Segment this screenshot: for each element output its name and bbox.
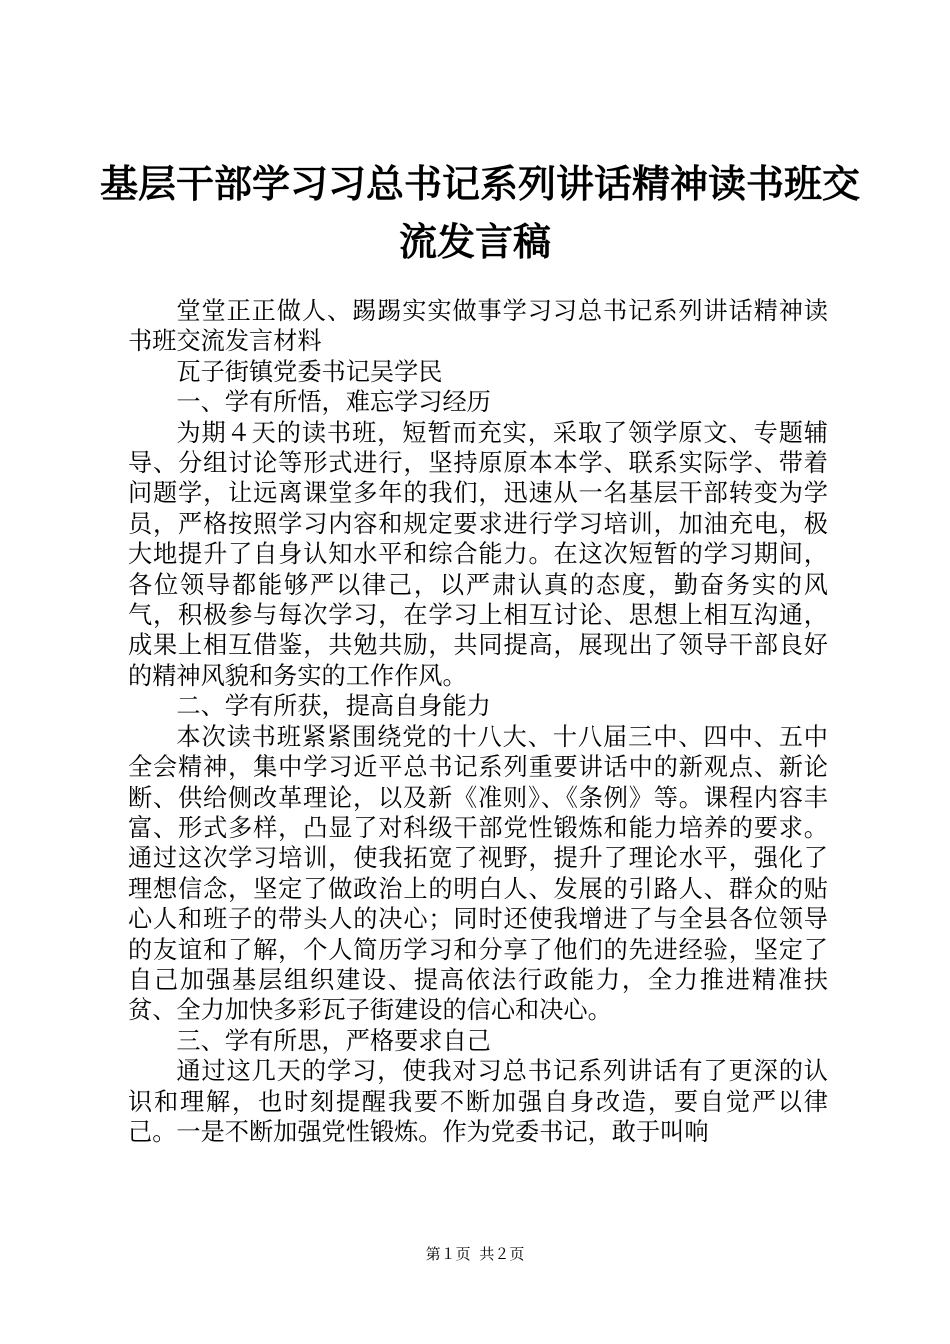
document-title-line-2: 流发言稿 <box>398 219 551 264</box>
section-heading-2: 二、学有所获，提高自身能力 <box>176 692 491 721</box>
page-footer <box>0 1244 950 1264</box>
paragraph-section-2: 本次读书班紧紧围绕党的十八大、十八届三中、四中、五中全会精神，集中学习近平总书记系列重要讲话中的新观点、新论断、供给侧改革理论，以及新《准则》、《条例》等。课程内容丰富、形式多样，凸显了对科级干部党性锻炼和能力培养的要求。通过这次学习培训，使我拓宽了视野，提升了理论水平，强化了理想信念，坚定了做政治上的明白人、发展的引路人、群众的贴心人和班子的带头人的决心；同时还使我增进了与全县各位领导的友谊和了解，个人简历学习和分享了他们的先进经验，坚定了自己加强基层组织建设、提高依法行政能力，全力推进精准扶贫、全力加快多彩瓦子街建设的信心和决心。 <box>128 722 828 1025</box>
paragraph-subtitle: 堂堂正正做人、踢踢实实做事学习习总书记系列讲话精神读书班交流发言材料 <box>128 297 828 356</box>
document-body <box>128 296 828 1147</box>
page-number: 第１页 <box>425 1245 471 1263</box>
paragraph-author: 瓦子街镇党委书记吴学民 <box>176 357 443 386</box>
document-title-line-1: 基层干部学习习总书记系列讲话精神读书班交 <box>100 161 861 206</box>
paragraph-section-1: 为期４天的读书班，短暂而充实，采取了领学原文、专题辅导、分组讨论等形式进行，坚持原原本本学、联系实际学、带着问题学，让远离课堂多年的我们，迅速从一名基层干部转变为学员，严格按照学习内容和规定要求进行学习培训，加油充电，极大地提升了自身认知水平和综合能力。在这次短暂的学习期间，各位领导都能够严以律己，以严肃认真的态度，勤奋务实的风气，积极参与每次学习，在学习上相互讨论、思想上相互沟通，成果上相互借鉴，共勉共励，共同提高，展现出了领导干部良好的精神风貌和务实的工作作风。 <box>128 418 828 690</box>
paragraph-section-3: 通过这几天的学习，使我对习总书记系列讲话有了更深的认识和理解，也时刻提醒我要不断加强自身改造，要自觉严以律己。一是不断加强党性锻炼。作为党委书记，敢于叫响 <box>128 1057 828 1146</box>
section-heading-1: 一、学有所悟，难忘学习经历 <box>176 388 491 417</box>
section-heading-3: 三、学有所思，严格要求自己 <box>176 1026 491 1055</box>
page-total: 共２页 <box>479 1245 525 1263</box>
